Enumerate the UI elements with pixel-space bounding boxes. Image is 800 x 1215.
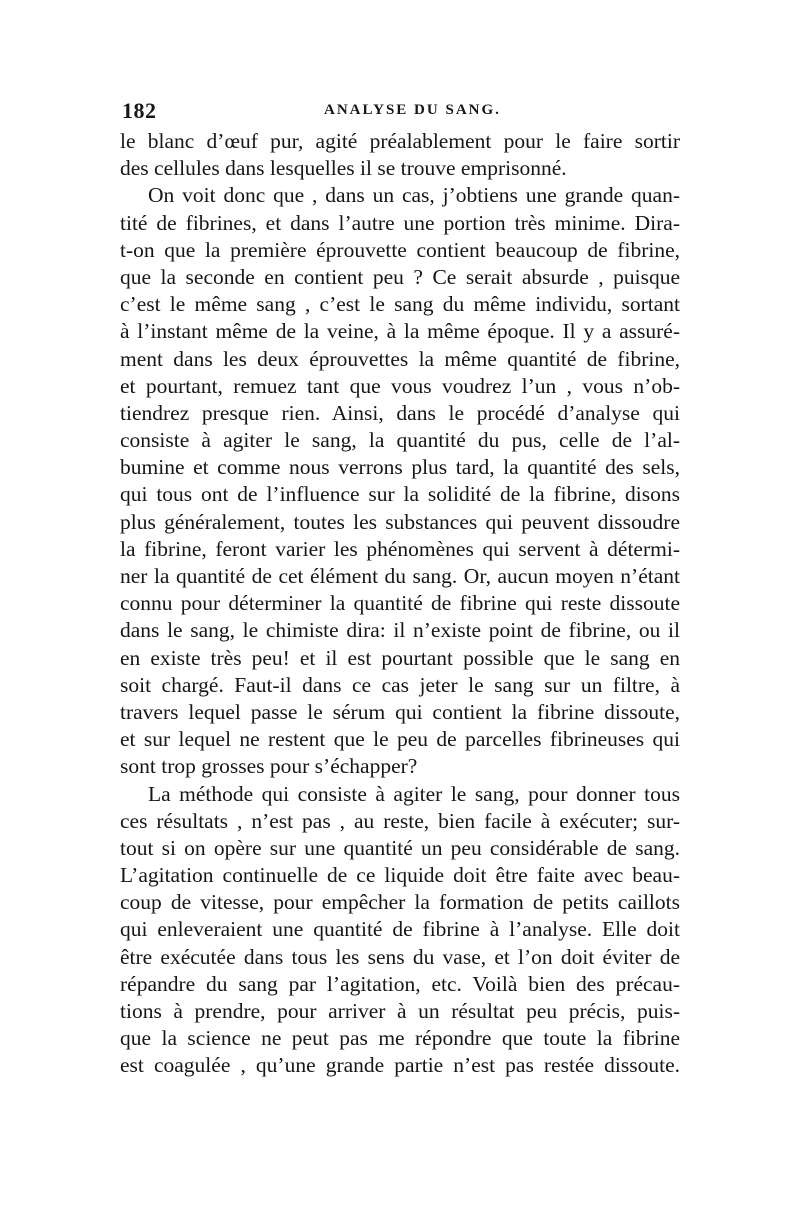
text-line: ces résultats , n’est pas , au reste, bien facile à exécuter; sur- bbox=[120, 808, 680, 833]
text-line: travers lequel passe le sérum qui contient la fibrine dissoute, bbox=[120, 699, 680, 724]
text-line: et pourtant, remuez tant que vous voudrez l’un , vous n’ob- bbox=[120, 373, 680, 398]
text-line: consiste à agiter le sang, la quantité du pus, celle de l’al- bbox=[120, 428, 680, 453]
text-line: qui tous ont de l’influence sur la solidité de la fibrine, disons bbox=[120, 482, 680, 507]
text-line: répandre du sang par l’agitation, etc. Voilà bien des précau- bbox=[120, 971, 680, 996]
text-line: bumine et comme nous verrons plus tard, la quantité des sels, bbox=[120, 455, 680, 480]
text-line: le blanc d’œuf pur, agité préalablement pour le faire sortir bbox=[120, 129, 680, 153]
text-line: L’agitation continuelle de ce liquide doit être faite avec beau- bbox=[120, 863, 680, 888]
text-line: c’est le même sang , c’est le sang du même individu, sortant bbox=[120, 292, 680, 317]
text-line: dans le sang, le chimiste dira: il n’existe point de fibrine, ou il bbox=[120, 618, 680, 643]
text-line: sont trop grosses pour s’échapper? bbox=[120, 754, 418, 779]
text-line: en existe très peu! et il est pourtant possible que le sang en bbox=[120, 645, 680, 670]
text-line: à l’instant même de la veine, à la même époque. Il y a assuré- bbox=[120, 319, 680, 344]
paragraph-start-line: La méthode qui consiste à agiter le sang, pour donner tous bbox=[148, 781, 680, 806]
text-line: tions à prendre, pour arriver à un résultat peu précis, puis- bbox=[120, 999, 680, 1023]
text-line: qui enleveraient une quantité de fibrine à l’analyse. Elle doit bbox=[120, 917, 680, 942]
text-line: des cellules dans lesquelles il se trouve emprisonné. bbox=[120, 156, 567, 181]
text-line: connu pour déterminer la quantité de fibrine qui reste dissoute bbox=[120, 591, 680, 616]
text-line: t-on que la première éprouvette contient beaucoup de fibrine, bbox=[120, 237, 680, 262]
text-line: tité de fibrines, et dans l’autre une portion très minime. Dira- bbox=[120, 210, 680, 235]
page-number: 182 bbox=[122, 98, 157, 123]
text-line: soit chargé. Faut-il dans ce cas jeter le sang sur un filtre, à bbox=[120, 672, 680, 697]
text-line: est coagulée , qu’une grande partie n’est pas restée dissoute. bbox=[120, 1053, 680, 1078]
text-line: être exécutée dans tous les sens du vase, et l’on doit éviter de bbox=[120, 944, 680, 969]
text-line: que la science ne peut pas me répondre que toute la fibrine bbox=[120, 1026, 680, 1051]
paragraph-start-line: On voit donc que , dans un cas, j’obtiens une grande quan- bbox=[148, 183, 680, 208]
text-line: tiendrez presque rien. Ainsi, dans le procédé d’analyse qui bbox=[120, 400, 680, 425]
text-line: coup de vitesse, pour empêcher la formation de petits caillots bbox=[120, 890, 680, 915]
text-line: la fibrine, feront varier les phénomènes qui servent à détermi- bbox=[120, 536, 680, 561]
text-line: et sur lequel ne restent que le peu de parcelles fibrineuses qui bbox=[120, 727, 680, 752]
page-header bbox=[118, 98, 678, 128]
text-line: ner la quantité de cet élément du sang. Or, aucun moyen n’étant bbox=[120, 564, 680, 588]
text-line: tout si on opère sur une quantité un peu considérable de sang. bbox=[120, 835, 680, 860]
text-line: que la seconde en contient peu ? Ce serait absurde , puisque bbox=[120, 264, 680, 289]
body-text bbox=[120, 128, 680, 1080]
text-line: plus généralement, toutes les substances qui peuvent dissoudre bbox=[120, 509, 680, 534]
running-head: ANALYSE DU SANG. bbox=[324, 102, 501, 118]
text-line: ment dans les deux éprouvettes la même quantité de fibrine, bbox=[120, 346, 680, 371]
